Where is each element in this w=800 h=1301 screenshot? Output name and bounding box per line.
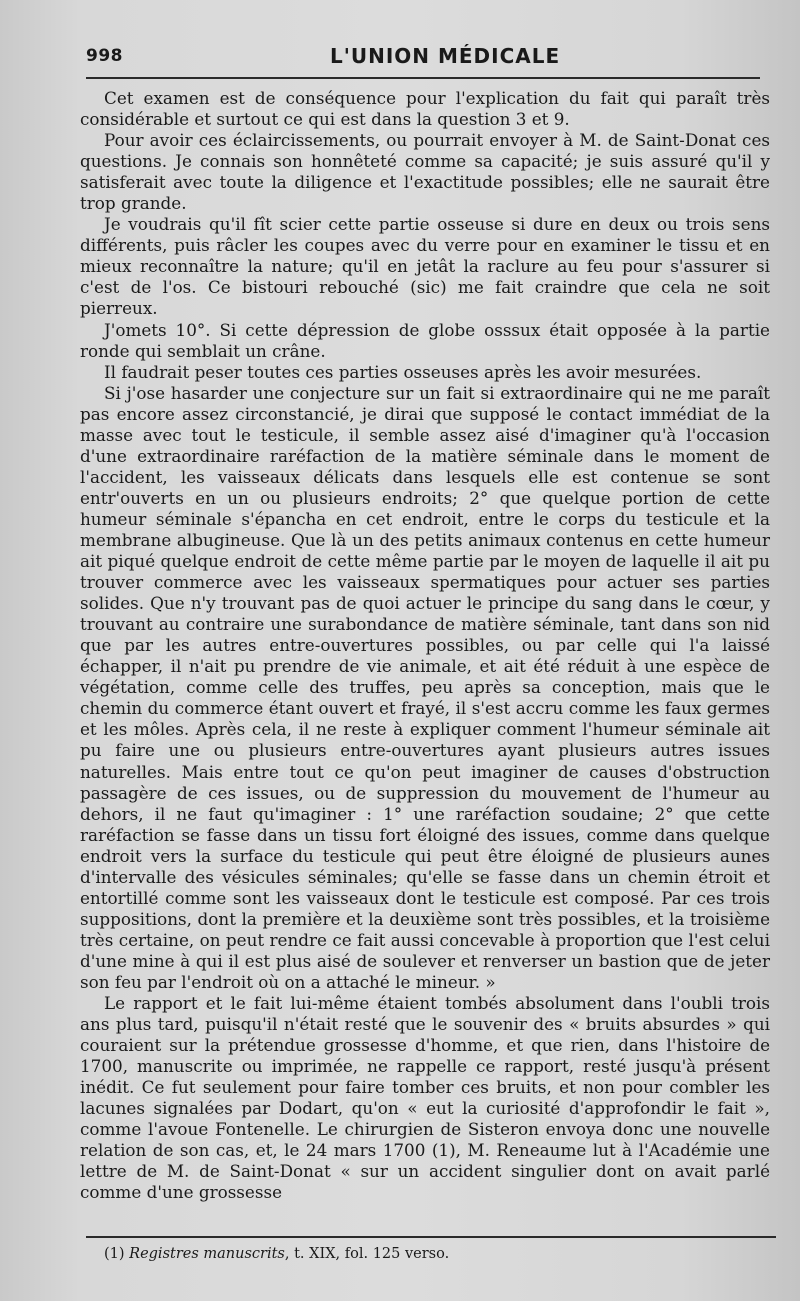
body-text: [80, 88, 770, 1203]
paragraph: Cet examen est de conséquence pour l'explication du fait qui paraît très considérable et surtout ce qui est dans la question 3 et 9.: [80, 88, 770, 130]
paragraph: Il faudrait peser toutes ces parties osseuses après les avoir mesurées.: [104, 361, 702, 382]
header-rule: [86, 77, 760, 79]
paragraph: Je voudrais qu'il fît scier cette partie osseuse si dure en deux ou trois sens différents, puis râcler les coupes avec du verre pour en examiner le tissu et en mieux reconnaître la nature; qu'il en jetât la raclure au feu pour s'assurer si c'est de l'os. Ce bistouri rebouché (sic) me fait craindre que cela ne soit pierreux.: [80, 214, 770, 319]
footnote-source: Registres manuscrits: [129, 1246, 285, 1262]
footnote: [104, 1246, 449, 1262]
footnote-rule: [86, 1236, 776, 1238]
paragraph: Si j'ose hasarder une conjecture sur un fait si extraordinaire qui ne me paraît pas encore assez circonstancié, je dirai que supposé le contact immédiat de la masse avec tout le testicule, il semble assez aisé d'imaginer qu'à l'occasion d'une extraordinaire raréfaction de la matière séminale dans le moment de l'accident, les vaisseaux délicats dans lesquels elle est contenue se sont entr'ouverts en un ou plusieurs endroits; 2° que quelque portion de cette humeur séminale s'épancha en cet endroit, entre le corps du testicule et la membrane albugineuse. Que là un des petits animaux contenus en cette humeur ait piqué quelque endroit de cette même partie par le moyen de laquelle il ait pu trouver commerce avec les vaisseaux spermatiques pour actuer ses parties solides. Que n'y trouvant pas de quoi actuer le principe du sang dans le cœur, y trouvant au contraire une surabondance de matière séminale, tant dans son nid que par les autres entre-ouvertures possibles, ou par celle qui l'a laissé échapper, il n'ait pu prendre de vie animale, et ait été réduit à une espèce de végétation, comme celle des truffes, peu après sa conception, mais que le chemin du commerce étant ouvert et frayé, il s'est accru comme les faux germes et les môles. Après cela, il ne reste à expliquer comment l'humeur séminale ait pu faire une ou plusieurs entre-ouvertures ayant plusieurs autres issues naturelles. Mais entre tout ce qu'on peut imaginer de causes d'obstruction passagère de ces issues, ou de suppression du mouvement de l'humeur au dehors, il ne faut qu'imaginer : 1° une raréfaction soudaine; 2° que cette raréfaction se fasse dans un tissu fort éloigné des issues, comme dans quelque endroit vers la surface du testicule qui peut être éloigné de plusieurs aunes d'intervalle des vésicules séminales; qu'elle se fasse dans un chemin étroit et entortillé comme sont les vaisseaux dont le testicule est composé. Par ces trois suppositions, dont la première et la deuxième sont très possibles, et la troisième très certaine, on peut rendre ce fait aussi concevable à proportion que l'est celui d'une mine à qui il est plus aisé de soulever et renverser un bastion que de jeter son feu par l'endroit où on a attaché le mineur. »: [80, 382, 770, 992]
paragraph: Le rapport et le fait lui-même étaient tombés absolument dans l'oubli trois ans plus tard, puisqu'il n'était resté que le souvenir des « bruits absurdes » qui couraient sur la prétendue grossesse d'homme, et que rien, dans l'histoire de 1700, manuscrite ou imprimée, ne rappelle ce rapport, resté jusqu'à présent inédit. Ce fut seulement pour faire tomber ces bruits, et non pour combler les lacunes signalées par Dodart, qu'on « eut la curiosité d'approfondir le fait », comme l'avoue Fontenelle. Le chirurgien de Sisteron envoya donc une nouvelle relation de son cas, et, le 24 mars 1700 (1), M. Reneaume lut à l'Académie une lettre de M. de Saint-Donat « sur un accident singulier dont on avait parlé comme d'une grossesse: [80, 993, 770, 1203]
paragraph: J'omets 10°. Si cette dépression de globe osssux était opposée à la partie ronde qui semblait un crâne.: [80, 319, 770, 361]
page-number: 998: [86, 46, 123, 66]
paragraph: Pour avoir ces éclaircissements, ou pourrait envoyer à M. de Saint-Donat ces questions. Je connais son honnêteté comme sa capacité; je suis assuré qu'il y satisferait avec toute la diligence et l'exactitude possibles; elle ne saurait être trop grande.: [80, 130, 770, 214]
journal-title: L'UNION MÉDICALE: [330, 44, 561, 68]
running-header: [86, 40, 760, 70]
footnote-detail: , t. XIX, fol. 125 verso.: [284, 1246, 450, 1262]
footnote-marker: (1): [104, 1246, 125, 1262]
